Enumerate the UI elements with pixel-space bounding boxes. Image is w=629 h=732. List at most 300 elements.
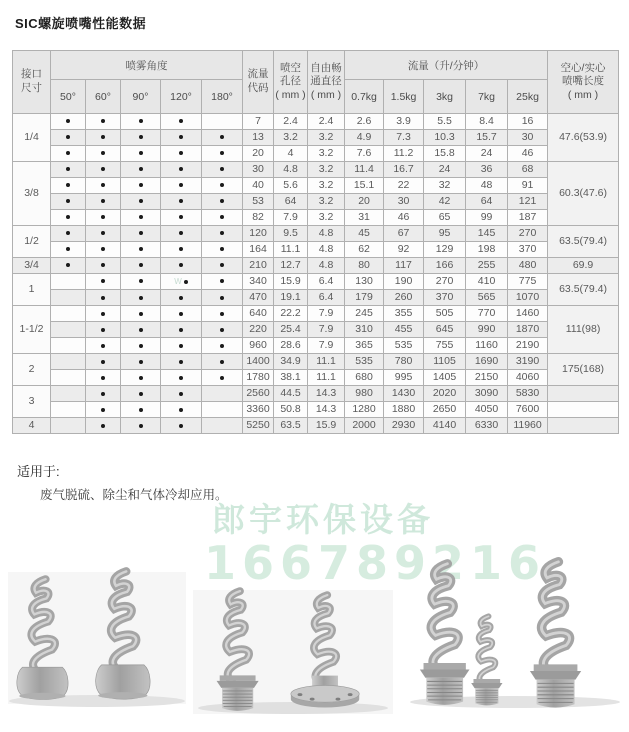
nozzle-length-header: 空心/实心 喷嘴长度 ( mm ) [548,51,619,114]
angle-dot-cell [161,418,202,434]
size-cell: 2 [13,354,51,386]
angle-dot-cell [121,290,161,306]
angle-dot-cell [161,242,202,258]
angle-dot-cell [51,386,86,402]
flow-value-cell: 310 [345,322,384,338]
dot-icon [139,183,143,187]
angle-dot-cell [161,146,202,162]
angle-dot-cell [51,354,86,370]
angle-dot-cell [121,210,161,226]
dot-icon [179,296,183,300]
flow-code-cell: 53 [243,194,274,210]
angle-dot-cell [202,274,243,290]
flow-value-cell: 7600 [508,402,548,418]
angle-dot-cell [161,274,202,290]
table-row [13,322,619,338]
flow-value-cell: 11.4 [345,162,384,178]
dot-icon [139,119,143,123]
dot-icon [184,280,188,284]
angle-dot-cell [202,162,243,178]
flow-value-cell: 15.8 [424,146,466,162]
flow-value-cell: 130 [345,274,384,290]
angle-dot-cell [161,258,202,274]
free-passage-cell: 11.1 [308,354,345,370]
table-row [13,242,619,258]
orifice-cell: 63.5 [274,418,308,434]
angle-dot-cell [86,226,121,242]
angle-dot-cell [202,258,243,274]
flow-value-cell: 3190 [508,354,548,370]
dot-icon [101,360,105,364]
dot-icon [179,312,183,316]
dot-icon [179,376,183,380]
angle-dot-cell [121,274,161,290]
dot-icon [66,183,70,187]
flow-value-cell: 645 [424,322,466,338]
angle-dot-cell [51,338,86,354]
flow-value-cell: 775 [508,274,548,290]
flow-code-cell: 13 [243,130,274,146]
dot-icon [101,119,105,123]
flow-value-cell: 117 [384,258,424,274]
flow-value-cell: 62 [345,242,384,258]
dot-icon [220,312,224,316]
flow-value-cell: 4140 [424,418,466,434]
pressure-25kg-header: 25kg [508,80,548,114]
angle-dot-cell [202,226,243,242]
dot-icon [101,392,105,396]
dot-icon [66,263,70,267]
angle-dot-cell [86,354,121,370]
dot-icon [179,167,183,171]
angle-dot-cell [121,418,161,434]
dot-icon [139,344,143,348]
spray-angle-header: 喷雾角度 [51,51,243,80]
flow-value-cell: 24 [424,162,466,178]
dot-icon [220,279,224,283]
size-cell: 3 [13,386,51,418]
table-row [13,162,619,178]
angle-dot-cell [202,306,243,322]
angle-dot-cell [121,146,161,162]
flow-code-cell: 40 [243,178,274,194]
angle-dot-cell [121,242,161,258]
angle-dot-cell [51,274,86,290]
flow-value-cell: 80 [345,258,384,274]
flow-value-cell: 3.9 [384,114,424,130]
watermark-phone: 166789216 [204,536,547,590]
free-passage-header: 自由畅 通直径 ( mm ) [308,51,345,114]
angle-dot-cell [121,226,161,242]
flow-value-cell: 2150 [466,370,508,386]
angle-dot-cell [51,370,86,386]
flow-code-cell: 3360 [243,402,274,418]
flow-value-cell: 1105 [424,354,466,370]
header-row-1 [13,51,619,80]
spec-table-wrap [12,50,619,434]
flow-value-cell: 2190 [508,338,548,354]
flow-value-cell: 2000 [345,418,384,434]
orifice-cell: 12.7 [274,258,308,274]
angle-dot-cell [121,178,161,194]
angle-dot-cell [161,386,202,402]
free-passage-cell: 7.9 [308,322,345,338]
flow-value-cell: 4.9 [345,130,384,146]
flow-value-cell: 245 [345,306,384,322]
free-passage-cell: 6.4 [308,290,345,306]
angle-dot-cell [51,290,86,306]
length-cell: 63.5(79.4) [548,226,619,258]
angle-dot-cell [51,402,86,418]
angle-dot-cell [51,162,86,178]
flow-value-cell: 16.7 [384,162,424,178]
flow-value-cell: 11960 [508,418,548,434]
angle-dot-cell [161,178,202,194]
pressure-7kg-header: 7kg [466,80,508,114]
orifice-cell: 50.8 [274,402,308,418]
orifice-cell: 34.9 [274,354,308,370]
dot-icon [220,199,224,203]
flow-value-cell: 15.7 [466,130,508,146]
angle-dot-cell [86,322,121,338]
flow-code-cell: 470 [243,290,274,306]
flow-code-cell: 120 [243,226,274,242]
dot-icon [220,263,224,267]
flow-value-cell: 995 [384,370,424,386]
angle-dot-cell [202,354,243,370]
angle-dot-cell [161,322,202,338]
dot-icon [179,151,183,155]
applicable-text: 废气脱硫、除尘和气体冷却应用。 [40,488,228,502]
dot-icon [101,183,105,187]
flow-value-cell: 455 [384,322,424,338]
free-passage-cell: 14.3 [308,402,345,418]
angle-dot-cell [121,338,161,354]
flow-rate-header: 流量（升/分钟） [345,51,548,80]
dot-icon [220,231,224,235]
flow-value-cell: 145 [466,226,508,242]
page-title: SIC螺旋喷嘴性能数据 [15,16,147,31]
angle-dot-cell [121,402,161,418]
angle-dot-cell [121,354,161,370]
dot-icon [220,215,224,219]
orifice-cell: 9.5 [274,226,308,242]
flow-value-cell: 46 [508,146,548,162]
flow-value-cell: 42 [424,194,466,210]
dot-icon [220,344,224,348]
flow-value-cell: 91 [508,178,548,194]
dot-icon [101,263,105,267]
orifice-cell: 64 [274,194,308,210]
angle-dot-cell [51,146,86,162]
dot-icon [139,263,143,267]
angle-dot-cell [121,258,161,274]
angle-dot-cell [86,290,121,306]
pressure-3kg-header: 3kg [424,80,466,114]
flow-value-cell: 4050 [466,402,508,418]
flow-code-cell: 164 [243,242,274,258]
free-passage-cell: 3.2 [308,130,345,146]
length-cell: 63.5(79.4) [548,274,619,306]
angle-dot-cell [86,178,121,194]
free-passage-cell: 2.4 [308,114,345,130]
dot-icon [66,231,70,235]
angle-dot-cell [202,322,243,338]
dot-icon [101,344,105,348]
dot-icon [179,215,183,219]
flow-value-cell: 20 [345,194,384,210]
size-cell: 1/2 [13,226,51,258]
angle-dot-cell [202,290,243,306]
orifice-cell: 15.9 [274,274,308,290]
length-cell [548,418,619,434]
angle-120-header: 120° [161,80,202,114]
free-passage-cell: 7.9 [308,306,345,322]
flow-code-header: 流量 代码 [243,51,274,114]
angle-dot-cell [202,338,243,354]
orifice-cell: 11.1 [274,242,308,258]
orifice-cell: 4 [274,146,308,162]
angle-dot-cell [51,210,86,226]
spec-table-head [13,51,619,114]
angle-dot-cell [51,242,86,258]
angle-dot-cell [121,306,161,322]
angle-dot-cell [86,258,121,274]
orifice-header: 喷空 孔径 ( mm ) [274,51,308,114]
flow-value-cell: 3090 [466,386,508,402]
dot-icon [179,424,183,428]
flow-code-cell: 960 [243,338,274,354]
size-cell: 3/8 [13,162,51,226]
flow-value-cell: 410 [466,274,508,290]
flow-value-cell: 190 [384,274,424,290]
spec-table-body [13,114,619,434]
dot-icon [139,296,143,300]
nozzle-photos-strip [0,556,629,732]
free-passage-cell: 3.2 [308,210,345,226]
flow-code-cell: 5250 [243,418,274,434]
angle-dot-cell [51,226,86,242]
angle-dot-cell [161,210,202,226]
size-cell: 3/4 [13,258,51,274]
angle-dot-cell [121,130,161,146]
free-passage-cell: 3.2 [308,146,345,162]
orifice-cell: 25.4 [274,322,308,338]
dot-icon [179,135,183,139]
flow-value-cell: 1430 [384,386,424,402]
flow-value-cell: 95 [424,226,466,242]
orifice-cell: 2.4 [274,114,308,130]
dot-icon [179,328,183,332]
flow-value-cell: 64 [466,194,508,210]
dot-icon [220,183,224,187]
flow-value-cell: 30 [384,194,424,210]
angle-dot-cell [202,194,243,210]
angle-dot-cell [202,370,243,386]
dot-icon [220,151,224,155]
size-header: 接口 尺寸 [13,51,51,114]
dot-icon [139,376,143,380]
flow-code-cell: 340 [243,274,274,290]
angle-dot-cell [121,194,161,210]
flow-value-cell: 370 [424,290,466,306]
dot-icon [101,151,105,155]
dot-icon [179,199,183,203]
orifice-cell: 44.5 [274,386,308,402]
flow-value-cell: 990 [466,322,508,338]
angle-dot-cell [161,402,202,418]
flow-value-cell: 270 [508,226,548,242]
flow-value-cell: 355 [384,306,424,322]
length-cell: 60.3(47.6) [548,162,619,226]
dot-icon [179,263,183,267]
angle-dot-cell [202,242,243,258]
dot-icon [179,183,183,187]
length-cell: 111(98) [548,306,619,354]
angle-dot-cell [86,370,121,386]
flow-value-cell: 198 [466,242,508,258]
flow-value-cell: 65 [424,210,466,226]
angle-dot-cell [51,258,86,274]
angle-dot-cell [51,130,86,146]
dot-icon [139,392,143,396]
dot-icon [66,247,70,251]
flow-value-cell: 5.5 [424,114,466,130]
flow-value-cell: 6330 [466,418,508,434]
flow-value-cell: 166 [424,258,466,274]
flow-value-cell: 129 [424,242,466,258]
dot-icon [220,247,224,251]
angle-dot-cell [161,354,202,370]
angle-dot-cell [51,418,86,434]
size-cell: 1-1/2 [13,306,51,354]
flow-code-cell: 7 [243,114,274,130]
flow-value-cell: 770 [466,306,508,322]
angle-dot-cell [86,162,121,178]
flow-value-cell: 99 [466,210,508,226]
flow-value-cell: 4060 [508,370,548,386]
flow-value-cell: 1280 [345,402,384,418]
dot-icon [139,215,143,219]
dot-icon [101,408,105,412]
angle-dot-cell [86,274,121,290]
dot-icon [220,360,224,364]
free-passage-cell: 4.8 [308,226,345,242]
dot-icon [179,360,183,364]
flow-value-cell: 1160 [466,338,508,354]
angle-dot-cell [202,386,243,402]
angle-dot-cell [86,146,121,162]
angle-dot-cell [86,242,121,258]
dot-icon [179,392,183,396]
flow-code-cell: 1780 [243,370,274,386]
spiral-nozzle-threaded-2 [420,564,470,705]
angle-dot-cell [86,194,121,210]
flow-value-cell: 565 [466,290,508,306]
flow-value-cell: 30 [508,130,548,146]
free-passage-cell: 4.8 [308,258,345,274]
spiral-nozzle-threaded-large [530,562,581,708]
orifice-cell: 7.9 [274,210,308,226]
angle-dot-cell [202,114,243,130]
dot-icon [220,328,224,332]
orifice-cell: 3.2 [274,130,308,146]
angle-dot-cell [51,178,86,194]
dot-icon [66,199,70,203]
watermark-company: 郎宇环保设备 [212,501,434,538]
flow-code-cell: 20 [243,146,274,162]
flow-value-cell: 1460 [508,306,548,322]
table-row [13,338,619,354]
dot-icon [101,279,105,283]
table-row [13,146,619,162]
angle-dot-cell [161,226,202,242]
flow-value-cell: 1405 [424,370,466,386]
orifice-cell: 4.8 [274,162,308,178]
angle-dot-cell [51,194,86,210]
flow-value-cell: 1690 [466,354,508,370]
flow-code-cell: 82 [243,210,274,226]
table-row [13,386,619,402]
dot-icon [139,408,143,412]
dot-icon [179,231,183,235]
dot-icon [66,151,70,155]
angle-dot-cell [202,418,243,434]
dot-icon [139,279,143,283]
dot-icon [101,328,105,332]
dot-icon [66,167,70,171]
angle-dot-cell [86,114,121,130]
table-row [13,290,619,306]
flow-value-cell: 505 [424,306,466,322]
orifice-cell: 19.1 [274,290,308,306]
table-row [13,402,619,418]
flow-value-cell: 535 [384,338,424,354]
length-cell: 175(168) [548,354,619,386]
flow-value-cell: 365 [345,338,384,354]
dot-icon [101,376,105,380]
dot-icon [101,231,105,235]
dot-icon [66,119,70,123]
free-passage-cell: 11.1 [308,370,345,386]
angle-dot-cell [86,210,121,226]
dot-icon [101,312,105,316]
angle-60-header: 60° [86,80,121,114]
table-row [13,274,619,290]
dot-icon [101,199,105,203]
dot-icon [139,167,143,171]
length-cell [548,386,619,402]
flow-value-cell: 980 [345,386,384,402]
pressure-0-7kg-header: 0.7kg [345,80,384,114]
orifice-cell: 38.1 [274,370,308,386]
dot-icon [220,135,224,139]
dot-icon [139,199,143,203]
dot-icon [139,360,143,364]
angle-dot-cell [161,114,202,130]
angle-dot-cell [121,370,161,386]
dot-icon [139,424,143,428]
dot-icon [101,215,105,219]
angle-dot-cell [121,162,161,178]
angle-dot-cell [161,338,202,354]
free-passage-cell: 3.2 [308,194,345,210]
length-cell: 69.9 [548,258,619,274]
free-passage-cell: 3.2 [308,162,345,178]
flow-value-cell: 36 [466,162,508,178]
dot-icon [139,247,143,251]
flow-value-cell: 10.3 [424,130,466,146]
